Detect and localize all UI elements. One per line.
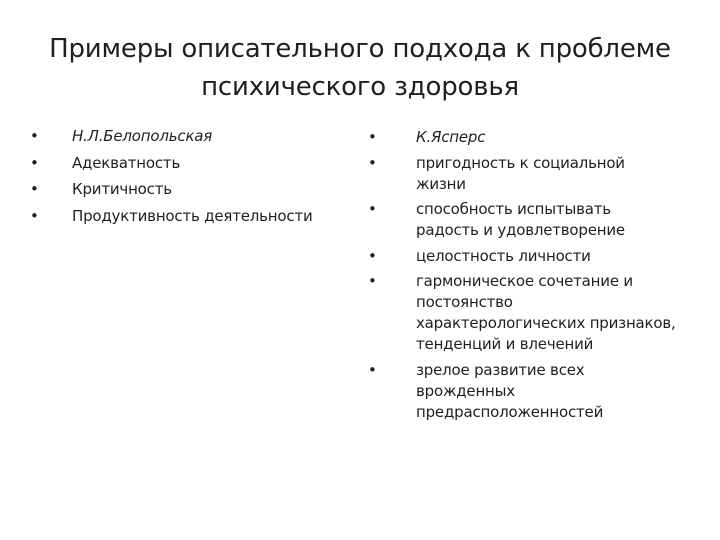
bullet-icon: • (368, 153, 377, 172)
list-item-text: зрелое развитие всех врожденных предрасположенностей (416, 360, 604, 421)
list-item-text: пригодность к социальной жизни (416, 153, 625, 193)
bullet-icon: • (30, 127, 39, 145)
bullet-icon: • (368, 200, 377, 218)
bullet-icon: • (368, 246, 377, 265)
title-line-1: Примеры описательного подхода к проблеме (49, 34, 671, 64)
bullet-icon: • (368, 360, 377, 379)
list-item (30, 179, 350, 200)
bullet-icon: • (368, 272, 377, 290)
list-item (30, 126, 350, 147)
left-bullet-list (30, 126, 350, 232)
list-item (368, 271, 678, 355)
list-item (368, 360, 678, 423)
author-heading: Н.Л.Белопольская (72, 127, 213, 145)
bullet-icon: • (30, 206, 39, 225)
list-item-text: Продуктивность деятельности (72, 206, 313, 225)
slide-title (40, 30, 680, 106)
list-item-text: гармоническое сочетание и постоянство характерологических признаков, тенденций и влечений (416, 272, 676, 353)
list-item (368, 127, 678, 148)
author-heading: К.Ясперс (416, 128, 486, 146)
list-item (368, 199, 678, 241)
bullet-icon: • (30, 153, 39, 172)
list-item (368, 246, 678, 267)
list-item-text: Адекватность (72, 153, 181, 172)
list-item (368, 153, 678, 195)
list-item-text: способность испытывать радость и удовлетворение (416, 200, 625, 239)
title-line-2: психического здоровья (201, 72, 519, 102)
bullet-icon: • (368, 128, 377, 146)
bullet-icon: • (30, 180, 39, 198)
list-item-text: Критичность (72, 180, 172, 198)
list-item (30, 153, 350, 174)
right-bullet-list (368, 127, 678, 427)
list-item (30, 206, 350, 227)
list-item-text: целостность личности (416, 246, 591, 265)
